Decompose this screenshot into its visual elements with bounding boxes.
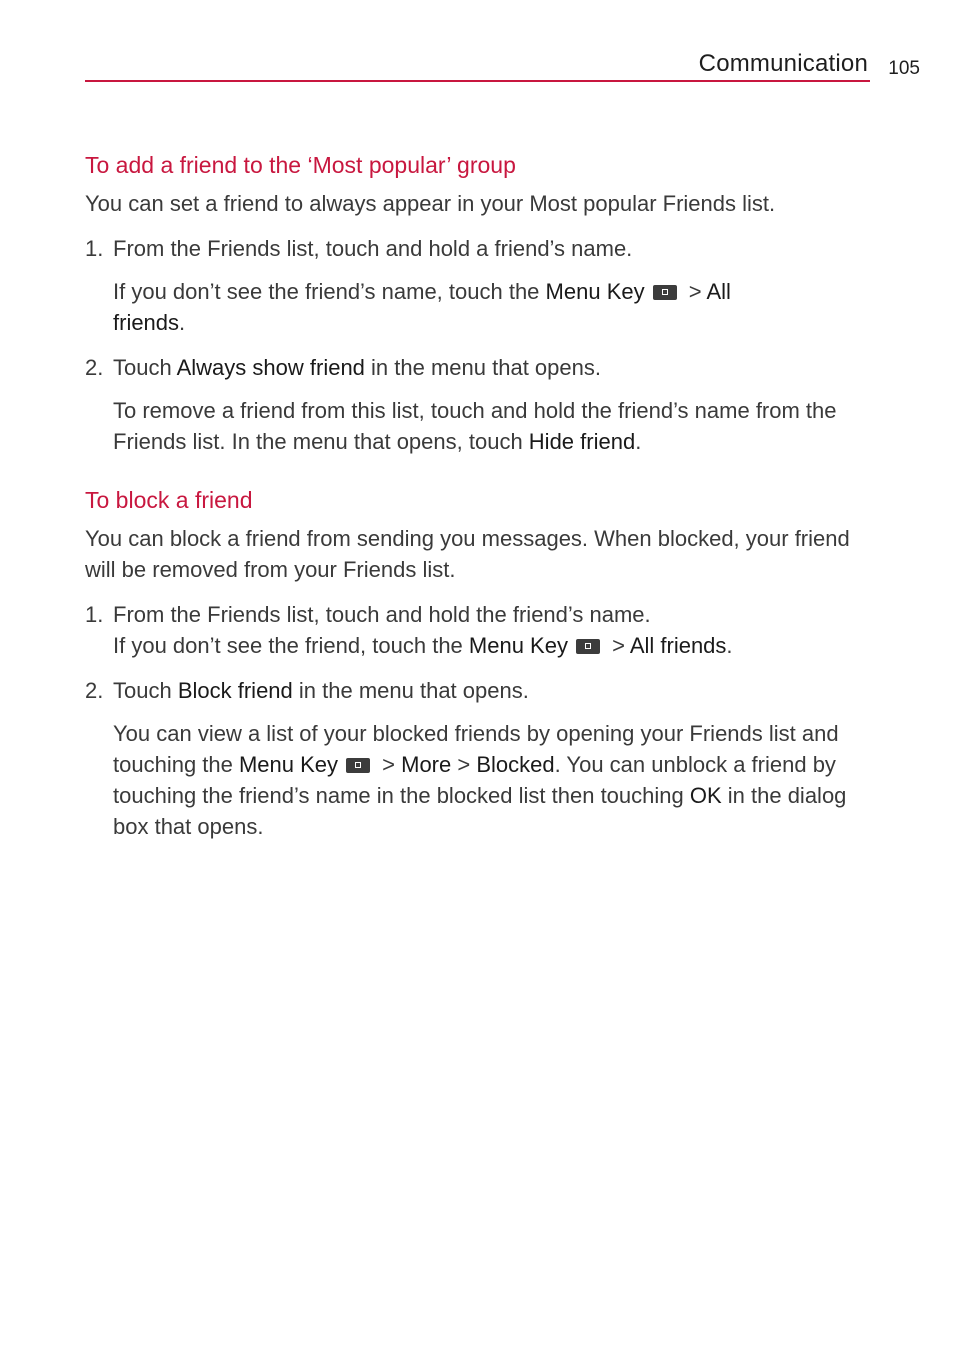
step-text: From the Friends list, touch and hold a friend’s name. — [113, 236, 633, 261]
section-add-most-popular — [85, 150, 875, 457]
menu-key-icon — [576, 639, 600, 654]
step-1 — [85, 233, 875, 264]
all-friends-label: All friends — [629, 633, 727, 658]
period: . — [179, 310, 186, 335]
step-number: 1. — [85, 236, 104, 261]
header-divider — [85, 80, 870, 82]
step-text: Touch — [113, 678, 178, 703]
period: . — [726, 633, 733, 658]
step-2-note — [85, 395, 875, 457]
page-number: 105 — [888, 58, 920, 79]
note-text-cont: . You can unblock a friend by touching the friend’s name in the blocked list then touching — [113, 752, 836, 808]
step-2 — [85, 352, 875, 383]
step-number: 1. — [85, 602, 104, 627]
menu-key-label: Menu Key — [238, 752, 339, 777]
section-heading: To add a friend to the ‘Most popular’ group — [85, 152, 516, 178]
step-text-cont: If you don’t see the friend, touch the — [113, 633, 469, 658]
section-heading: To block a friend — [85, 487, 253, 513]
menu-key-icon — [346, 758, 370, 773]
section-title: Communication — [698, 50, 868, 77]
section-block-friend — [85, 485, 875, 842]
menu-key-icon — [653, 285, 677, 300]
friends-label: friends — [113, 310, 180, 335]
more-label: More — [401, 752, 452, 777]
step-1-note — [85, 276, 875, 338]
note-text: If you don’t see the friend’s name, touch the — [113, 279, 546, 304]
step-text: From the Friends list, touch and hold the friend’s name. — [113, 602, 651, 627]
step-2 — [85, 675, 875, 706]
separator: > — [682, 279, 707, 304]
menu-key-label: Menu Key — [545, 279, 645, 304]
step-1 — [85, 599, 875, 661]
always-show-friend-label: Always show friend — [176, 355, 365, 380]
separator: > — [376, 752, 402, 777]
note-text: You can view a list of your blocked friends by opening your Friends list and touching the — [113, 721, 839, 777]
note-text: To remove a friend from this list, touch and hold the friend’s name from the Friends list. In the menu that opens, touch — [113, 398, 837, 454]
section-intro: You can set a friend to always appear in your Most popular Friends list. — [85, 191, 776, 216]
step-number: 2. — [85, 355, 104, 380]
block-friend-label: Block friend — [177, 678, 293, 703]
note-text-end: in the dialog box that opens. — [113, 783, 847, 839]
blocked-label: Blocked — [476, 752, 555, 777]
step-number: 2. — [85, 678, 104, 703]
step-2-note — [85, 718, 875, 842]
section-intro: You can block a friend from sending you messages. When blocked, your friend will be removed from your Friends list. — [85, 526, 850, 582]
separator: > — [451, 752, 477, 777]
all-label: All — [706, 279, 731, 304]
ok-label: OK — [689, 783, 722, 808]
step-text-end: in the menu that opens. — [292, 678, 529, 703]
page-header — [85, 48, 920, 88]
page-content — [85, 150, 875, 842]
separator: > — [605, 633, 630, 658]
step-text: Touch — [113, 355, 177, 380]
hide-friend-label: Hide friend — [528, 429, 636, 454]
period: . — [635, 429, 642, 454]
step-text-end: in the menu that opens. — [364, 355, 601, 380]
menu-key-label: Menu Key — [468, 633, 568, 658]
